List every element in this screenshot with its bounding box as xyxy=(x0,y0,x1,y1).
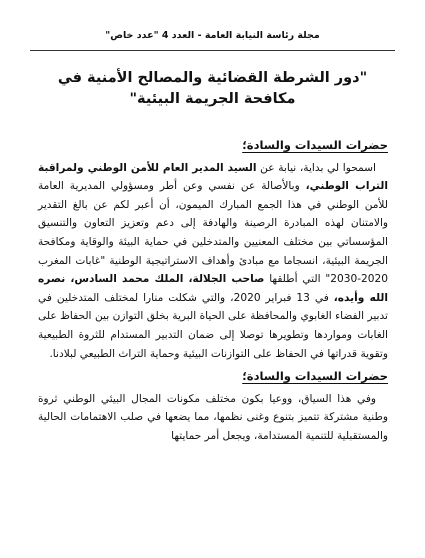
title-line-2: مكافحة الجريمة البيئية" xyxy=(129,91,296,107)
p1-segment: اسمحوا لي بداية، نيابة عن xyxy=(256,161,376,174)
article-title xyxy=(0,68,425,110)
header-divider xyxy=(30,50,395,51)
greeting-heading-2: حضرات السيدات والسادة؛ xyxy=(242,369,388,384)
journal-header: مجلة رئاسة النيابة العامة - العدد 4 "عدد خاص" xyxy=(105,30,320,41)
p1-segment-bold: السيد المدير العام للأمن الوطني ولمراقبة التراب الوطني، xyxy=(38,161,388,193)
greeting-heading-1: حضرات السيدات والسادة؛ xyxy=(242,138,388,152)
paragraph-2: وفي هذا السياق، ووعيا بكون مختلف مكونات المجال البيئي الوطني ثروة وطنية مشتركة تتميز بتنوع وغنى نظمها، مما يضعها في صلب الاهتمامات الحالية والمستقبلية للتنمية المستدامة، ويجعل أمر حمايتها xyxy=(38,392,388,442)
article-body xyxy=(38,136,388,450)
p1-segment: وبالأصالة عن نفسي وعن أطر ومسؤولي المديرية العامة للأمن الوطني في هذا الجمع المبارك الميمون، أن أعبر لكم عن بالغ التقدير والامتنان لهذه المبادرة الرصينة والهادفة إلى دعم وتعزيز التعاون والتنسيق المؤسساتي بين مختلف المعنيين والمتدخلين في حماية البيئة والوقاية ومكافحة الجريمة البيئية، انسجاما مع مبادئ وأهداف الاستراتيجية الوطنية "غابات المغرب 2020-2030" التي أطلقها xyxy=(38,180,388,286)
p1-segment: في 13 فبراير 2020، والتي شكلت منارا لمختلف المتدخلين في تدبير الفضاء الغابوي والمحافظة على الحياة البرية بخلق التوازن بين الحفاظ على الغابات ومواردها وتطويرها توصلا إلى ضمان التدبير المستدام للثروة الطبيعية وتقوية قدراتها في الحفاظ على التوازنات البيئية وحماية التراث الطبيعي لبلادنا. xyxy=(38,291,388,360)
title-line-1: "دور الشرطة القضائية والمصالح الأمنية في xyxy=(57,70,368,86)
paragraph-1 xyxy=(38,159,388,364)
p1-segment-bold: صاحب الجلالة، الملك محمد السادس، نصره الله وأيده، xyxy=(38,273,389,304)
